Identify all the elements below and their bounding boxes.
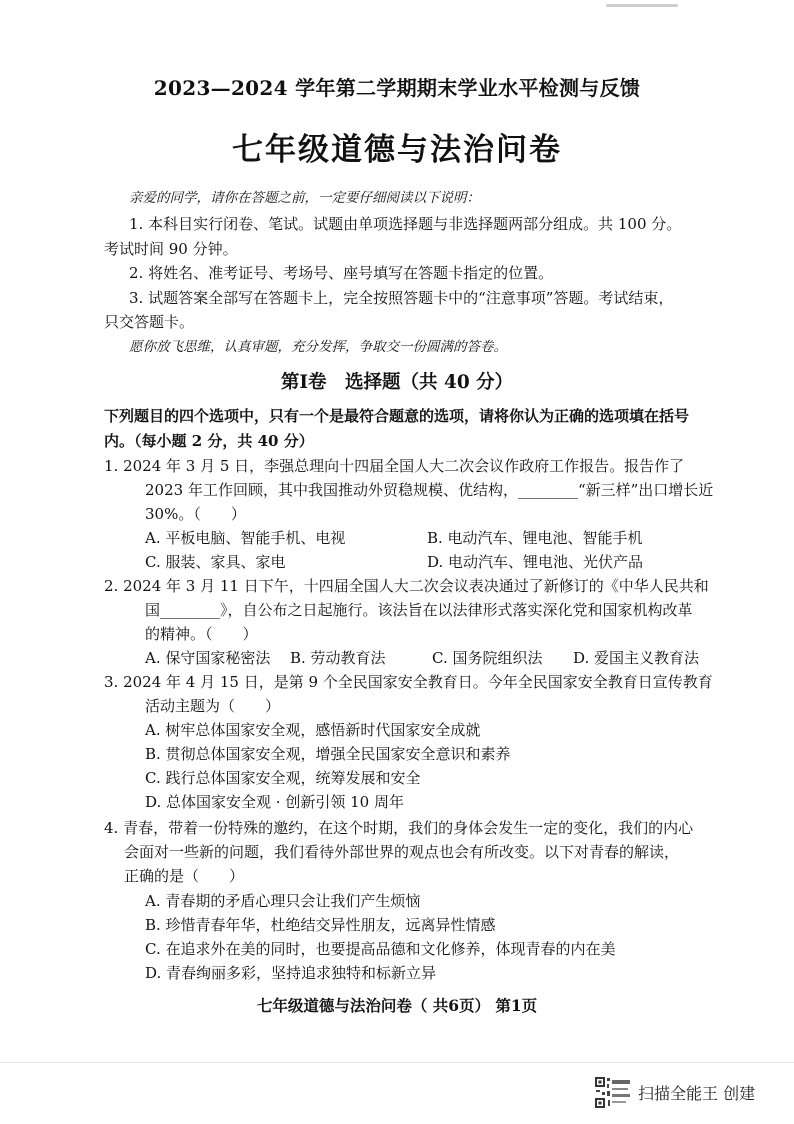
instruction-item-1: 1. 本科目实行闭卷、笔试。试题由单项选择题与非选择题两部分组成。共 100 分。	[129, 215, 682, 233]
question-2-option-a: A. 保守国家秘密法	[145, 649, 271, 667]
qr-code-icon	[594, 1076, 632, 1110]
question-3-text: 3. 2024 年 4 月 15 日，是第 9 个全民国家安全教育日。今年全民国家安全教育日宣传教育	[104, 673, 713, 691]
page-footer: 七年级道德与法治问卷（ 共6页） 第1页	[256, 996, 538, 1015]
exam-title: 2023—2024 学年第二学期期末学业水平检测与反馈	[153, 76, 641, 100]
instruction-item-2: 2. 将姓名、准考证号、考场号、座号填写在答题卡指定的位置。	[129, 264, 554, 282]
question-1-text-cont: 2023 年工作回顾，其中我国推动外贸稳规模、优结构，________“新三样”出口增长近	[145, 481, 714, 499]
question-3-option-d: D. 总体国家安全观 · 创新引领 10 周年	[145, 793, 404, 811]
question-4-option-d: D. 青春绚丽多彩，坚持追求独特和标新立异	[145, 964, 437, 982]
scan-smudge	[606, 4, 678, 7]
question-2-text-cont: 国________》，自公布之日起施行。该法旨在以法律形式落实深化党和国家机构改革	[145, 601, 693, 619]
question-3-text-cont: 活动主题为（ ）	[145, 697, 281, 715]
question-3-option-c: C. 践行总体国家安全观，统筹发展和安全	[145, 769, 421, 787]
question-1-option-c: C. 服装、家具、家电	[145, 553, 286, 571]
question-2-text: 2. 2024 年 3 月 11 日下午，十四届全国人大二次会议表决通过了新修订的《中华人民共和	[104, 577, 709, 595]
question-1-option-a: A. 平板电脑、智能手机、电视	[145, 529, 346, 547]
scanner-watermark: 扫描全能王 创建	[638, 1084, 756, 1103]
question-1-text-cont: 30%。（ ）	[145, 505, 246, 523]
paper-title: 七年级道德与法治问卷	[232, 132, 562, 168]
instruction-item-3-cont: 只交答题卡。	[104, 313, 195, 331]
question-4-option-a: A. 青春期的矛盾心理只会让我们产生烦恼	[145, 892, 421, 910]
question-3-option-a: A. 树牢总体国家安全观，感悟新时代国家安全成就	[145, 721, 481, 739]
question-2-option-c: C. 国务院组织法	[432, 649, 543, 667]
question-2-text-cont: 的精神。（ ）	[145, 625, 258, 643]
question-2-option-d: D. 爱国主义教育法	[573, 649, 700, 667]
question-1-option-d: D. 电动汽车、锂电池、光伏产品	[427, 553, 644, 571]
question-4-text-cont: 会面对一些新的问题，我们看待外部世界的观点也会有所改变。以下对青春的解读，	[124, 843, 680, 861]
question-2-option-b: B. 劳动教育法	[290, 649, 386, 667]
question-3-option-b: B. 贯彻总体国家安全观，增强全民国家安全意识和素养	[145, 745, 511, 763]
instruction-item-3: 3. 试题答案全部写在答题卡上，完全按照答题卡中的“注意事项”答题。考试结束，	[129, 289, 674, 307]
section-intro-cont: 内。（每小题 2 分，共 40 分）	[104, 432, 314, 450]
question-4-text-cont: 正确的是（ ）	[124, 867, 245, 885]
question-1-option-b: B. 电动汽车、锂电池、智能手机	[427, 529, 643, 547]
question-4-option-c: C. 在追求外在美的同时，也要提高品德和文化修养，体现青春的内在美	[145, 940, 616, 958]
section-title: 第Ⅰ卷 选择题（共 40 分）	[280, 372, 514, 393]
question-1-text: 1. 2024 年 3 月 5 日，李强总理向十四届全国人大二次会议作政府工作报告。报告作了	[104, 457, 685, 475]
scanner-divider	[0, 1062, 794, 1063]
instructions-greeting: 亲爱的同学，请你在答题之前，一定要仔细阅读以下说明：	[129, 190, 480, 206]
instructions-wish: 愿你放飞思维，认真审题，充分发挥，争取交一份圆满的答卷。	[129, 339, 507, 355]
instruction-item-1-cont: 考试时间 90 分钟。	[104, 240, 238, 258]
question-4-option-b: B. 珍惜青春年华，杜绝结交异性朋友，远离异性情感	[145, 916, 496, 934]
section-intro: 下列题目的四个选项中，只有一个是最符合题意的选项，请将你认为正确的选项填在括号	[104, 407, 690, 425]
question-4-text: 4. 青春，带着一份特殊的邀约，在这个时期，我们的身体会发生一定的变化，我们的内心	[104, 819, 694, 837]
